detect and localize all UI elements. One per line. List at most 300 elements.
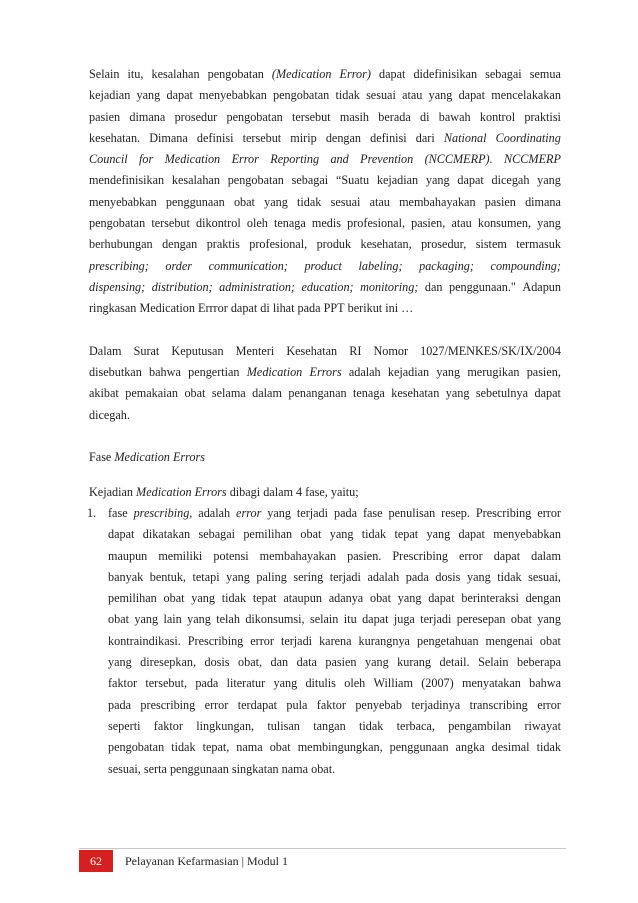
- word: praktis: [206, 237, 240, 252]
- text-line: [108, 673, 561, 694]
- word: fase: [362, 505, 383, 520]
- word: Prevention: [360, 152, 414, 167]
- word: yang: [428, 88, 453, 103]
- word: Menteri: [235, 343, 275, 358]
- word: dapat: [230, 301, 258, 316]
- word: obat: [184, 386, 206, 401]
- word: detail.: [439, 655, 470, 670]
- heading-word: Fase: [89, 450, 112, 465]
- word: menyebabkan: [199, 88, 267, 103]
- word: yang: [187, 612, 211, 627]
- word: yang: [108, 655, 132, 670]
- word: tidak: [221, 591, 247, 606]
- text-line: [89, 383, 561, 404]
- word: masih: [339, 109, 369, 124]
- word: tetapi: [192, 569, 220, 584]
- word: termasuk: [516, 237, 561, 252]
- word: lingkungan,: [196, 718, 255, 733]
- word: tersebut: [242, 130, 282, 145]
- word: prescribing: [140, 697, 196, 712]
- word: labeling;: [358, 258, 403, 273]
- word: berikut: [347, 301, 383, 316]
- word: maupun: [108, 548, 148, 563]
- word: administration;: [219, 279, 295, 294]
- word: yang: [436, 365, 461, 380]
- text-line: [89, 85, 561, 106]
- word: transcribing: [469, 697, 528, 712]
- word: dengan: [162, 237, 198, 252]
- word: and: [330, 152, 349, 167]
- word: nama: [236, 740, 263, 755]
- word: dapat: [108, 527, 135, 542]
- word: data: [296, 655, 317, 670]
- word: peresepan: [456, 612, 506, 627]
- word: kesalahan: [151, 67, 200, 81]
- word: singkatan: [231, 761, 279, 776]
- word: karena: [319, 633, 352, 648]
- word: tepat: [252, 591, 277, 606]
- word: obat,: [238, 655, 263, 670]
- paragraph-gap: [89, 469, 561, 482]
- word: tepat: [394, 527, 419, 542]
- word: atau: [402, 88, 423, 103]
- word: yang: [397, 591, 422, 606]
- word: tidak: [361, 527, 387, 542]
- word: dapat: [378, 67, 406, 81]
- paragraph-menkes-decree: [89, 341, 561, 426]
- text-line: [108, 759, 561, 780]
- word: sesuai,: [528, 569, 561, 584]
- word: profesional,: [249, 237, 308, 252]
- word: yang: [134, 612, 159, 627]
- word: Surat: [133, 343, 160, 358]
- word: error: [537, 697, 561, 712]
- word: ditulis: [305, 676, 336, 691]
- word: tidak: [497, 569, 522, 584]
- word: pasien: [484, 194, 516, 209]
- word: serta: [143, 761, 167, 776]
- word: Reporting: [270, 152, 320, 167]
- word: Error): [339, 67, 371, 81]
- word: definisi: [196, 130, 234, 145]
- word: pengetahuan: [416, 633, 479, 648]
- word: tangan: [313, 718, 346, 733]
- paragraph-medication-error-definition: [89, 64, 561, 320]
- word: yang: [537, 612, 561, 627]
- word: yang: [426, 527, 451, 542]
- word: pengobatan: [273, 88, 330, 103]
- word: kesalahan: [171, 173, 220, 188]
- word: faktor: [316, 697, 346, 712]
- word: mendefinisikan: [89, 173, 165, 188]
- word: membahayakan: [399, 194, 476, 209]
- word: bahwa: [529, 676, 561, 691]
- word: pengobatan: [89, 216, 146, 231]
- word: konsumen,: [477, 216, 532, 231]
- word: sebagai: [198, 527, 235, 542]
- text-line: [89, 170, 561, 191]
- word: medis: [311, 216, 342, 231]
- word: sering: [293, 569, 324, 584]
- word: lihat: [272, 301, 295, 316]
- page-footer: [79, 849, 288, 873]
- word: literatur: [226, 676, 266, 691]
- word: dengan: [525, 591, 561, 606]
- word: sistem: [475, 237, 507, 252]
- word: obat: [233, 194, 255, 209]
- word: dan: [424, 279, 443, 294]
- word: “Suatu: [335, 173, 370, 188]
- word: William: [373, 676, 413, 691]
- word: selama: [211, 386, 246, 401]
- word: adanya: [328, 591, 364, 606]
- word: berinteraksi: [461, 591, 519, 606]
- text-line: [108, 588, 561, 609]
- word: terjadi: [296, 505, 329, 520]
- word: oleh: [246, 216, 268, 231]
- text-line: [89, 405, 561, 426]
- word: obat: [108, 612, 129, 627]
- word: prescribing;: [89, 258, 149, 273]
- word: di: [420, 109, 430, 124]
- word: terjadinya: [411, 697, 461, 712]
- word: telah: [216, 612, 240, 627]
- word: sesuai: [330, 194, 361, 209]
- word: pemakaian: [125, 386, 179, 401]
- word: desimal: [491, 740, 530, 755]
- word: (2007): [421, 676, 454, 691]
- word: pemilihan: [108, 591, 157, 606]
- word: error: [537, 505, 561, 520]
- word: dicegah.: [89, 407, 130, 422]
- word: yang: [537, 173, 561, 188]
- intro-line: [89, 482, 561, 503]
- word: ataupun: [283, 591, 322, 606]
- word: pengobatan: [108, 740, 165, 755]
- word: penulisan: [388, 505, 436, 520]
- paragraph-gap: [89, 320, 561, 341]
- word: disebutkan: [89, 365, 142, 380]
- word: error: [250, 633, 274, 648]
- word: banyak: [108, 569, 144, 584]
- word: Adapun: [522, 279, 561, 294]
- word: yang: [329, 527, 354, 542]
- word: yang: [425, 173, 450, 188]
- word: terjadi: [420, 612, 452, 627]
- word: pasien.: [347, 548, 382, 563]
- word: penggunaan.": [448, 279, 516, 294]
- word: dosis: [435, 569, 461, 584]
- text-line: [108, 695, 561, 716]
- word: error: [204, 697, 229, 712]
- text-line: [89, 256, 561, 277]
- word: tersebut: [291, 109, 331, 124]
- word: pemilihan: [243, 527, 293, 542]
- word: pasien: [325, 655, 357, 670]
- word: berada: [378, 109, 411, 124]
- word: Medication: [164, 152, 221, 167]
- word: definisi: [370, 130, 407, 145]
- word: pada: [297, 301, 321, 316]
- word: produk: [316, 237, 352, 252]
- word: Kesehatan: [286, 343, 338, 358]
- list-item-text: [108, 503, 561, 780]
- word: sebagai: [485, 67, 522, 81]
- word: RI: [349, 343, 362, 358]
- text-line: [89, 213, 561, 234]
- word: kesehatan,: [360, 237, 412, 252]
- word: Medication: [139, 301, 195, 316]
- page-number: 62: [90, 853, 102, 868]
- word: dikatakan: [142, 527, 191, 542]
- word: Error: [231, 152, 259, 167]
- text-line: [89, 107, 561, 128]
- word: education;: [301, 279, 354, 294]
- word: dapat: [166, 88, 193, 103]
- word: for: [139, 152, 154, 167]
- word: error: [236, 505, 262, 520]
- word: dosis: [204, 655, 230, 670]
- word: distribution;: [151, 279, 213, 294]
- word: menyebabkan: [493, 527, 561, 542]
- word: prosedur,: [421, 237, 467, 252]
- word: dan: [270, 655, 289, 670]
- word: dengan: [325, 130, 362, 145]
- word: Dalam: [89, 343, 122, 358]
- word: yang: [537, 216, 561, 231]
- word: terbaca,: [396, 718, 435, 733]
- text-line: [108, 567, 561, 588]
- word: obat.: [311, 761, 336, 776]
- word: lain: [163, 612, 182, 627]
- text-line: [89, 149, 561, 170]
- word: bahwa: [149, 365, 181, 380]
- intro-word: Kejadian: [89, 484, 133, 499]
- word: atau: [369, 194, 390, 209]
- word: National: [443, 130, 487, 145]
- word: fase: [108, 505, 128, 520]
- word: Selain: [478, 655, 509, 670]
- word: pasien,: [411, 216, 446, 231]
- word: merugikan: [467, 365, 520, 380]
- word: pengobatan: [227, 173, 284, 188]
- word: yang: [445, 386, 470, 401]
- text-line: [108, 737, 561, 758]
- word: terjadi: [329, 569, 361, 584]
- word: pengertian: [188, 365, 240, 380]
- word: yang: [226, 569, 250, 584]
- word: kesehatan.: [89, 130, 141, 145]
- word: bawah: [438, 109, 471, 124]
- text-line: [108, 503, 561, 524]
- word: product: [304, 258, 342, 273]
- word: sebagai: [291, 173, 329, 188]
- word: tidak: [335, 88, 360, 103]
- word: penggunaan: [389, 740, 449, 755]
- word: (Medication: [271, 67, 332, 81]
- section-heading: [89, 447, 561, 468]
- word: dapat: [493, 548, 521, 563]
- word: Nomor: [373, 343, 408, 358]
- word: paling: [256, 569, 287, 584]
- word: dapat: [458, 527, 485, 542]
- word: order: [165, 258, 193, 273]
- footer-title: Pelayanan Kefarmasian | Modul 1: [125, 853, 289, 868]
- word: Coordinating: [495, 130, 561, 145]
- word: dapat: [428, 591, 455, 606]
- word: pasien: [89, 109, 121, 124]
- word: compounding;: [490, 258, 561, 273]
- text-line: [89, 277, 561, 298]
- word: yang: [264, 194, 288, 209]
- word: yang: [273, 676, 298, 691]
- word: sesuai: [366, 88, 396, 103]
- word: pengobatan: [207, 67, 264, 81]
- paragraph-gap: [89, 426, 561, 447]
- word: yang: [364, 655, 389, 670]
- intro-rest: dibagi dalam 4 fase, yaitu;: [229, 484, 359, 499]
- word: profesional,: [347, 216, 406, 231]
- word: kurangnya: [358, 633, 410, 648]
- word: didefinisikan: [413, 67, 478, 81]
- word: dispensing;: [89, 279, 146, 294]
- word: potensi: [213, 548, 249, 563]
- page-body: [89, 64, 561, 780]
- word: mengenai: [485, 633, 533, 648]
- word: dicegah: [491, 173, 530, 188]
- word: tidak: [297, 194, 322, 209]
- intro-italic: Medication Errors: [136, 484, 227, 499]
- word: tulisan: [267, 718, 300, 733]
- heading-italic: Medication Errors: [114, 450, 205, 465]
- word: riwayat: [524, 718, 561, 733]
- word: yang: [267, 505, 291, 520]
- word: pada: [333, 505, 357, 520]
- word: pasien,: [526, 365, 561, 380]
- word: penggunaan: [165, 194, 225, 209]
- word: beberapa: [517, 655, 561, 670]
- word: diresepkan,: [140, 655, 197, 670]
- word: dari: [415, 130, 435, 145]
- text-line: [89, 362, 561, 383]
- text-line: [108, 524, 561, 545]
- word: terjadi: [280, 633, 313, 648]
- word: packaging;: [419, 258, 474, 273]
- word: dapat: [534, 386, 561, 401]
- word: semua: [529, 67, 561, 81]
- word: kurang: [397, 655, 431, 670]
- word: mencelakakan: [491, 88, 561, 103]
- list-number: 1.: [87, 505, 97, 520]
- word: (NCCMERP).: [424, 152, 493, 167]
- word: obat: [300, 527, 322, 542]
- word: Prescribing: [475, 505, 532, 520]
- word: membingungkan,: [297, 740, 383, 755]
- word: memiliki: [158, 548, 203, 563]
- word: adalah: [348, 365, 381, 380]
- word: adalah: [367, 569, 400, 584]
- word: faktor: [153, 718, 183, 733]
- word: itu,: [127, 67, 144, 81]
- word: tidak: [536, 740, 561, 755]
- word: kejadian: [376, 173, 419, 188]
- word: monitoring;: [360, 279, 419, 294]
- word: kejadian: [89, 88, 131, 103]
- word: adalah: [198, 505, 231, 520]
- word: obat: [269, 740, 291, 755]
- word: Errror: [198, 301, 228, 316]
- word: dalam: [531, 548, 561, 563]
- word: PPT: [323, 301, 345, 316]
- word: tepat,: [202, 740, 230, 755]
- word: yang: [466, 569, 491, 584]
- word: kesehatan: [391, 386, 440, 401]
- word: tidak: [171, 740, 196, 755]
- word: praktisi: [524, 109, 561, 124]
- word: dalam: [252, 386, 282, 401]
- word: kontrol: [479, 109, 516, 124]
- word: prescribing,: [133, 505, 193, 520]
- word: ringkasan: [89, 301, 137, 316]
- text-line: [108, 609, 561, 630]
- text-line: [108, 631, 561, 652]
- word: akibat: [89, 386, 119, 401]
- word: dikonsumsi,: [245, 612, 305, 627]
- word: angka: [455, 740, 485, 755]
- word: itu: [343, 612, 357, 627]
- word: …: [401, 301, 414, 316]
- word: pada: [195, 676, 219, 691]
- word: dimana: [525, 194, 561, 209]
- word: pula: [286, 697, 308, 712]
- word: obat: [510, 612, 532, 627]
- word: tersebut: [151, 216, 190, 231]
- word: bentuk,: [149, 569, 186, 584]
- word: terdapat: [237, 697, 277, 712]
- word: penyebab: [355, 697, 403, 712]
- word: tenaga: [273, 216, 306, 231]
- word: 1027/MENKES/SK/IX/2004: [420, 343, 561, 358]
- word: yang: [136, 88, 161, 103]
- word: kontraindikasi.: [108, 633, 181, 648]
- word: dapat: [362, 612, 389, 627]
- word: tidak: [358, 718, 384, 733]
- word: Keputusan: [171, 343, 224, 358]
- word: obat: [163, 591, 185, 606]
- word: Prescribing: [187, 633, 244, 648]
- word: penggunaan: [169, 761, 229, 776]
- word: error: [458, 548, 483, 563]
- word: tenaga: [353, 386, 385, 401]
- word: menyatakan: [462, 676, 521, 691]
- word: yang: [191, 591, 215, 606]
- word: nama: [281, 761, 309, 776]
- word: dimana: [129, 109, 166, 124]
- word: faktor: [108, 676, 138, 691]
- text-line: [89, 341, 561, 362]
- word: dikontrol: [196, 216, 241, 231]
- word: pengobatan: [226, 109, 283, 124]
- word: ini: [385, 301, 399, 316]
- text-line: [108, 546, 561, 567]
- numbered-list-item: [89, 503, 561, 780]
- word: Medication: [246, 365, 303, 380]
- word: kejadian: [387, 365, 430, 380]
- word: seperti: [108, 718, 141, 733]
- word: resep.: [441, 505, 470, 520]
- word: pada: [405, 569, 429, 584]
- word: menyebabkan: [89, 194, 157, 209]
